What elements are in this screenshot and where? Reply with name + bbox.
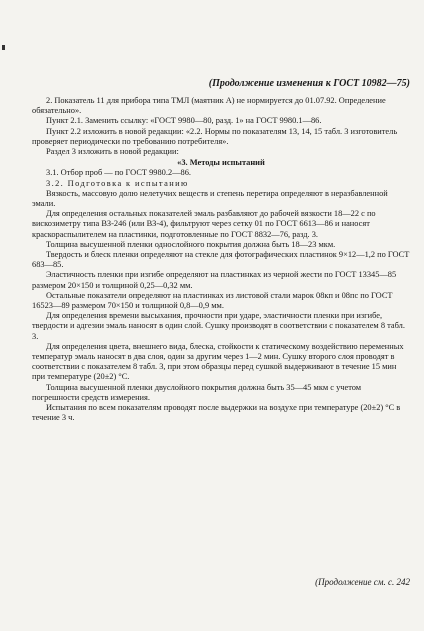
paragraph: Вязкость, массовую долю нелетучих веществ и степень перетира определяют в неразбавленной эмали. [32,188,388,209]
edge-mark [2,45,5,50]
paragraph: Испытания по всем показателям проводят после выдержки на воздухе при температуре (20±2) °С в течение 3 ч. [32,403,401,423]
paragraph: Остальные показатели определяют на пластинках из листовой стали марок 08кп и 08пс по ГОСТ 16523—89 размером 70×150 и толщиной 0,8—0,9 мм. [32,290,393,311]
paragraph: Эластичность пленки при изгибе определяют на пластинках из черной жести по ГОСТ 13345—85 размером 20×150 и толщиной 0,25—0,32 мм. [32,270,397,290]
paragraph: Твердость и блеск пленки определяют на стекле для фотографических пластинок 9×12—1,2 по ГОСТ 683—85. [32,250,410,270]
paragraph: Для определения цвета, внешнего вида, блеска, стойкости к статическому воздействию переменных температур эмаль наносят в два слоя, один за другим через 1—2 мин. Сушку второго слоя проводят в соответствии с показателем 8 табл. 3, при этом образцы перед сушкой выдерживают в течение 15 мин при температуре (20±2) °С. [32,341,404,382]
paragraph: Пункт 2.1. Заменить ссылку: «ГОСТ 9980—80, разд. 1» на ГОСТ 9980.1—86. [46,116,322,126]
section-heading: «3. Методы испытаний [177,158,265,168]
document-body [32,96,410,424]
paragraph: Раздел 3 изложить в новой редакции: [46,147,179,157]
paragraph: Толщина высушенной пленки однослойного покрытия должна быть 18—23 мкм. [46,239,336,249]
paragraph: Для определения времени высыхания, прочности при ударе, эластичности пленки при изгибе, твердости и адгезии эмаль наносят в один слой. Сушку производят в соответствии с показателем 8 табл. 3. [32,311,405,341]
paragraph: 3.1. Отбор проб — по ГОСТ 9980.2—86. [46,168,191,178]
paragraph: 2. Показатель 11 для прибора типа ТМЛ (маятник А) не нормируется до 01.07.92. Определение обязательно». [32,96,386,116]
continuation-footer: (Продолжение см. с. 242 [315,577,410,587]
paragraph: Пункт 2.2 изложить в новой редакции: «2.2. Нормы по показателям 13, 14, 15 табл. 3 изготовитель проверяет периодически по требованию потребителя». [32,126,398,146]
subsection-heading: 3.2. Подготовка к испытанию [46,178,189,188]
continuation-header: (Продолжение изменения к ГОСТ 10982—75) [208,78,410,89]
paragraph: Для определения остальных показателей эмаль разбавляют до рабочей вязкости 18—22 с по вискозиметру типа ВЗ-246 (или ВЗ-4), фильтруют через сетку 01 по ГОСТ 6613—86 и наносят краскораспылителем на пластинки, подготовленные по ГОСТ 8832—76, разд. 3. [32,209,376,239]
paragraph: Толщина высушенной пленки двуслойного покрытия должна быть 35—45 мкм с учетом погрешности средств измерения. [32,382,362,402]
